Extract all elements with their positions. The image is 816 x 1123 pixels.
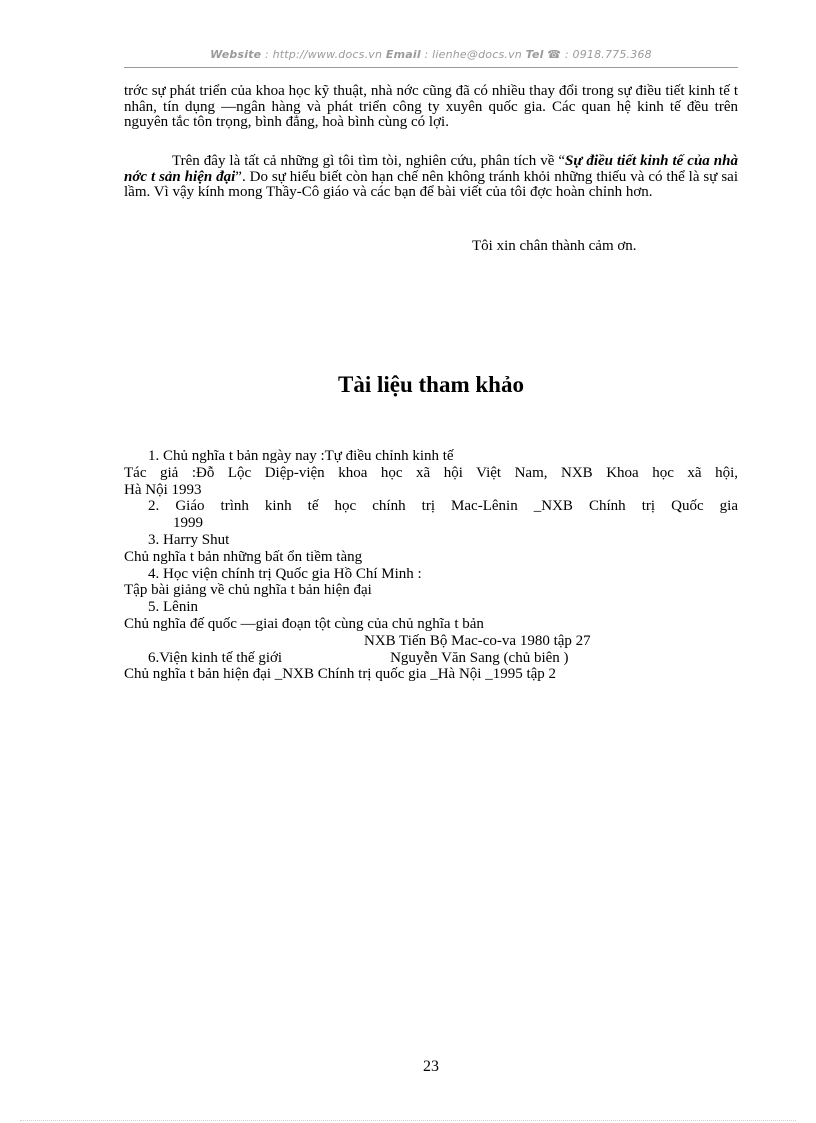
website-label: Website [210,48,262,61]
reference-5-title: Chủ nghĩa đế quốc —giai đoạn tột cùng của chủ nghĩa t bản [124,615,484,632]
paragraph-2-rest: ”. Do sự hiểu biết còn hạn chế nên không tránh khỏi những thiếu và có thể là sự sai lầm. Vì vậy kính mong Thầy-Cô giáo và các bạn để bài viết của tôi đợc hoàn chỉnh hơn. [124,168,738,200]
references-list [124,448,738,683]
reference-5: 5. Lênin [148,599,198,616]
reference-6-title: Chủ nghĩa t bản hiện đại _NXB Chính trị quốc gia _Hà Nội _1995 tập 2 [124,666,557,683]
page-number: 23 [423,1058,439,1075]
reference-4-title: Tập bài giảng về chủ nghĩa t bản hiện đại [124,582,372,599]
body-paragraph-1: trớc sự phát triển của khoa học kỹ thuật, nhà nớc cũng đã có nhiều thay đổi trong sự điều tiết kinh tế t nhân, tín dụng —ngân hàng và phát triển công ty xuyên quốc gia. Các quan hệ kinh tế đều trên nguyên tắc tôn trọng, bình đẳng, hoà bình cùng có lợi. [124,83,738,130]
email-label: Email [385,48,421,61]
reference-5-publisher: NXB Tiến Bộ Mac-co-va 1980 tập 27 [364,632,591,649]
reference-2: 2. Giáo trình kinh tế học chính trị Mac-Lênin _NXB Chính trị Quốc gia [148,498,738,515]
reference-1: 1. Chủ nghĩa t bản ngày nay :Tự điều chỉnh kinh tế [148,448,454,464]
paragraph-2-emphasis: Sự điều tiết kinh tế của nhà nớc t sản hiện đại [124,153,738,185]
references-title: Tài liệu tham khảo [338,372,524,397]
footer-divider [20,1120,796,1121]
header-divider [124,67,738,68]
tel-value: ☎ : 0918.775.368 [543,48,652,61]
reference-4: 4. Học viện chính trị Quốc gia Hồ Chí Minh : [148,565,422,582]
reference-6-institution: 6.Viện kinh tế thế giới [148,649,283,666]
paragraph-2-intro: Trên đây là tất cả những gì tôi tìm tòi, nghiên cứu, phân tích về “ [172,153,566,169]
reference-6-editor: Nguyễn Văn Sang (chủ biên ) [390,649,569,666]
page-header [124,48,738,61]
body-paragraph-2 [124,154,738,201]
reference-3-title: Chủ nghĩa t bản những bất ổn tiềm tàng [124,548,363,565]
reference-1-year: Hà Nội 1993 [124,481,202,498]
reference-2-year: 1999 [173,515,203,532]
reference-6 [124,650,738,667]
reference-1-author: Tác giả :Đỗ Lộc Diệp-viện khoa học xã hội Việt Nam, NXB Khoa học xã hội, [124,464,738,481]
tel-label: Tel [525,48,544,61]
website-value: : http://www.docs.vn [261,48,386,61]
email-value: : lienhe@docs.vn [420,48,526,61]
thanks-line: Tôi xin chân thành cảm ơn. [472,238,637,254]
reference-3: 3. Harry Shut [148,531,230,548]
